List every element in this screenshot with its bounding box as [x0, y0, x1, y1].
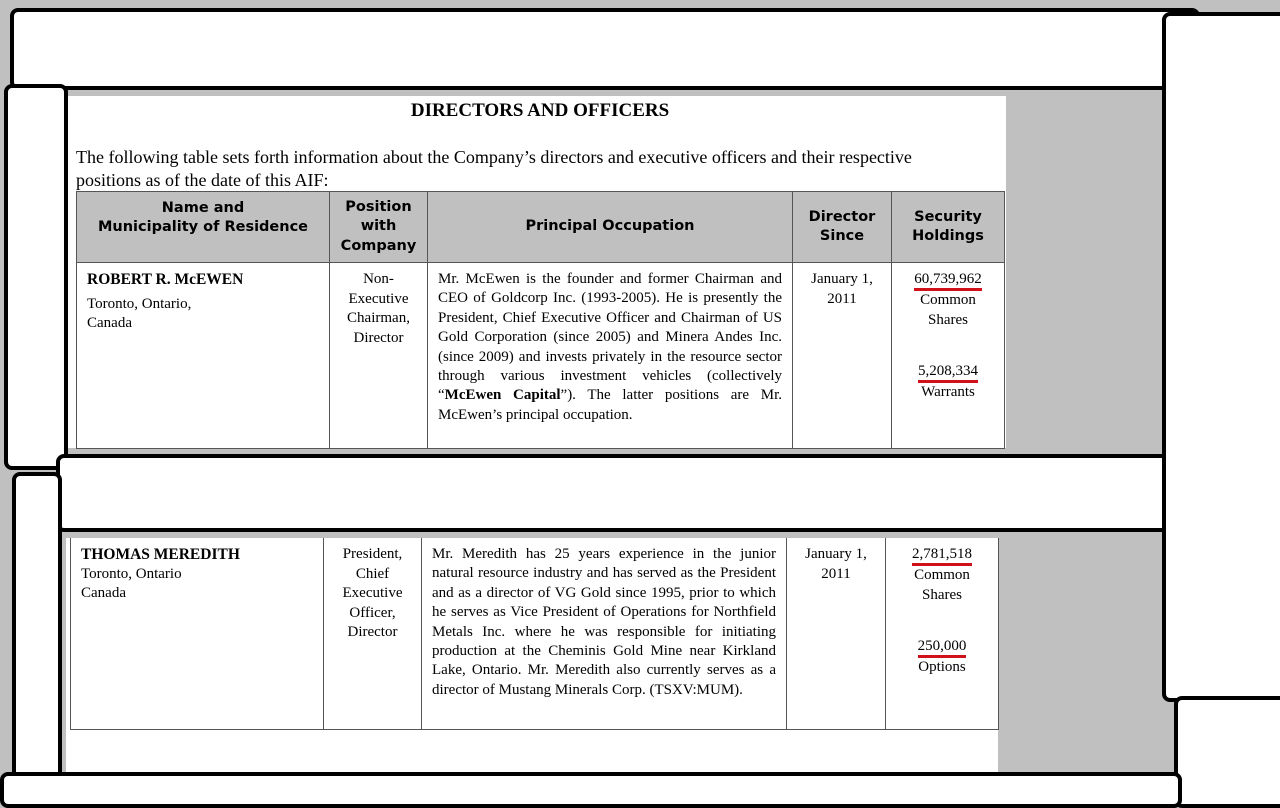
intro-line-2: positions as of the date of this AIF:	[76, 170, 329, 190]
intro-paragraph	[76, 146, 1016, 192]
page-title: DIRECTORS AND OFFICERS	[410, 100, 670, 121]
directors-table-bottom	[70, 538, 999, 730]
table-row	[71, 538, 999, 729]
redaction-bar-bottom	[0, 772, 1182, 808]
redaction-bar-left-upper	[4, 84, 68, 470]
redaction-bar-top	[10, 8, 1200, 90]
cell-position: President, Chief Executive Officer, Director	[324, 538, 422, 729]
cell-occupation: Mr. McEwen is the founder and former Chairman and CEO of Goldcorp Inc. (1993-2005). He is presently the President, Chief Executive Officer and Chairman of US Gold Corporation (since 2005) and Minera Andes Inc. (since 2009) and invests privately in the resource sector through various investment vehicles (collectively “McEwen Capital”). The latter positions are Mr. McEwen’s principal occupation.	[428, 263, 793, 449]
director-name: THOMAS MEREDITH	[81, 546, 240, 563]
director-name: ROBERT R. McEWEN	[87, 271, 244, 288]
directors-table-top	[76, 191, 1005, 449]
header-director-since: Director Since	[793, 192, 892, 263]
header-name: Name and Municipality of Residence	[77, 192, 330, 263]
header-position: Position with Company	[330, 192, 428, 263]
cell-director-since: January 1, 2011	[793, 263, 892, 449]
cell-occupation: Mr. Meredith has 25 years experience in the junior natural resource industry and has served as the President and as a director of VG Gold since 1995, prior to which he serves as Vice President of Operations for Northfield Metals Inc. where he was responsible for initiating production at the Cheminis Gold Mine near Kirkland Lake, Ontario. Mr. Meredith also currently serves as a director of Mustang Minerals Corp. (TSXV:MUM).	[422, 538, 787, 729]
table-header-row	[77, 192, 1005, 263]
header-occupation: Principal Occupation	[428, 192, 793, 263]
holding-value: 5,208,334	[918, 363, 978, 383]
intro-line-1: The following table sets forth information about the Company’s directors and executive officers and their respective	[76, 147, 912, 167]
cell-position: Non- Executive Chairman, Director	[330, 263, 428, 449]
cell-name-residence: ROBERT R. McEWEN Toronto, Ontario, Canada	[77, 263, 330, 449]
redaction-bar-left-lower	[12, 472, 62, 792]
header-security-holdings: Security Holdings	[892, 192, 1005, 263]
redaction-bar-right	[1162, 12, 1280, 702]
holding-value: 250,000	[918, 638, 967, 658]
cell-security-holdings: 60,739,962 Common Shares 5,208,334 Warrants	[892, 263, 1005, 449]
holding-value: 60,739,962	[914, 271, 982, 291]
cell-name-residence: THOMAS MEREDITH Toronto, Ontario Canada	[71, 538, 324, 729]
page-margin-bottom	[998, 538, 1174, 772]
redaction-bar-middle	[56, 454, 1180, 532]
cell-security-holdings: 2,781,518 Common Shares 250,000 Options	[886, 538, 999, 729]
page-margin-top	[1006, 96, 1162, 448]
redaction-bar-bottom-right	[1174, 696, 1280, 808]
table-row	[77, 263, 1005, 449]
cell-director-since: January 1, 2011	[787, 538, 886, 729]
holding-value: 2,781,518	[912, 546, 972, 566]
